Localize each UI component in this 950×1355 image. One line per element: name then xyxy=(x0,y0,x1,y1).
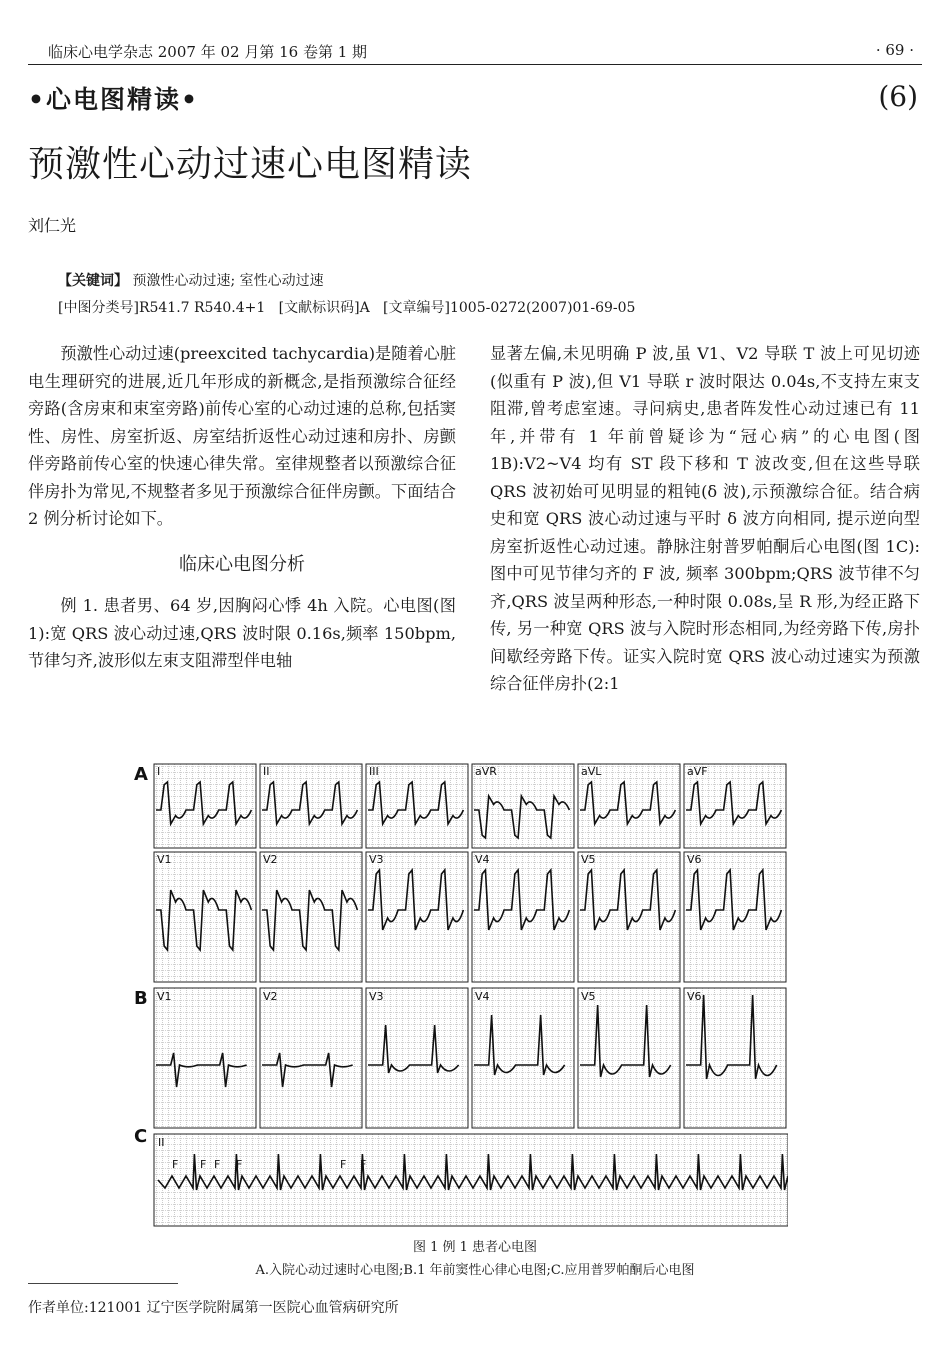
journal-info: 临床心电学杂志 2007 年 02 月第 16 卷第 1 期 xyxy=(48,43,368,61)
ecg-panel-b-3 xyxy=(472,988,574,1128)
lead-label-a2-1: V2 xyxy=(263,853,278,866)
issue-number: (6) xyxy=(878,80,918,113)
author: 刘仁光 xyxy=(28,216,77,235)
article-number: 1005-0272(2007)01-69-05 xyxy=(449,300,636,316)
clc-label: [中图分类号] xyxy=(58,300,139,316)
case1-paragraph: 例 1. 患者男、64 岁,因胸闷心悸 4h 入院。心电图(图 1):宽 QRS 波心动过速,QRS 波时限 0.16s,频率 150bpm,节律匀齐,波形似左束支阻滞型伴电轴 xyxy=(28,596,456,670)
ecg-panel-b-4 xyxy=(578,988,680,1128)
doc-label: [文献标识码] xyxy=(278,300,360,316)
case1-continued: 显著左偏,未见明确 P 波,虽 V1、V2 导联 T 波上可见切迹(似重有 P 波),但 V1 导联 r 波时限达 0.04s,不支持左束支阻滞,曾考虑室速。寻问病史,患者阵发性心动过速已有 11 年,并带有 1 年前曾疑诊为“冠心病”的心电图(图 1B):V2~V4 均有 ST 段下移和 T 波改变,但在这些导联 QRS 波初始可见明显的粗钝(δ 波),示预激综合征。结合病史和宽 QRS 波心动过速与平时 δ 波方向相同, 提示逆向型房室折返性心动过速。静脉注射普罗帕酮后心电图(图 1C):图中可见节律匀齐的 F 波, 频率 300bpm;QRS 波节律不匀齐,QRS 波呈两种形态,一种时限 0.08s,呈 R 形,为经正路下传, 另一种宽 QRS 波与入院时形态相同,为经旁路下传,房扑间歇经旁路下传。证实入院时宽 QRS 波心动过速实为预激综合征伴房扑(2:1 xyxy=(490,344,920,693)
lead-label-a1-0: I xyxy=(157,765,161,778)
lead-label-b-2: V3 xyxy=(369,990,384,1003)
article-label: [文章编号] xyxy=(383,300,450,316)
lead-label-b-1: V2 xyxy=(263,990,278,1003)
figure-caption-title: 图 1 例 1 患者心电图 xyxy=(412,1240,538,1255)
ecg-panel-b-1 xyxy=(260,988,362,1128)
footnote-divider xyxy=(28,1283,178,1284)
article-title: 预激性心动过速心电图精读 xyxy=(28,144,473,185)
classification-line xyxy=(58,297,635,317)
section-heading: 临床心电图分析 xyxy=(179,553,305,575)
ecg-panel-b-0 xyxy=(154,988,256,1128)
running-header xyxy=(28,38,922,65)
f-wave-label-4: F xyxy=(340,1158,347,1171)
doc-code: A xyxy=(359,300,370,316)
lead-label-a1-3: aVR xyxy=(475,765,497,778)
f-wave-label-2: F xyxy=(214,1158,221,1171)
lead-label-b-0: V1 xyxy=(157,990,172,1003)
lead-label-b-4: V5 xyxy=(581,990,596,1003)
lead-label-a1-1: II xyxy=(263,765,270,778)
keywords-label: 【关键词】 xyxy=(58,273,128,289)
intro-paragraph: 预激性心动过速(preexcited tachycardia)是随着心脏电生理研究的进展,近几年形成的新概念,是指预激综合征经旁路(含房束和束室旁路)前传心室的心动过速的总称,包括窦性、房性、房室折返、房室结折返性心动过速和房扑、房颤伴旁路前传心室的快速心律失常。室律规整者以预激综合征伴房扑为常见,不规整者多见于预激综合征伴房颤。下面结合 2 例分析讨论如下。 xyxy=(28,344,456,528)
clc-code: R541.7 R540.4+1 xyxy=(138,300,266,316)
lead-label-a1-4: aVL xyxy=(581,765,602,778)
panel-label-b: B xyxy=(134,988,148,1009)
lead-label-a2-5: V6 xyxy=(687,853,702,866)
f-wave-label-5: F xyxy=(360,1158,367,1171)
right-column xyxy=(490,340,920,698)
lead-label-a2-3: V4 xyxy=(475,853,490,866)
f-wave-label-3: F xyxy=(236,1158,243,1171)
ecg-panel-b-5 xyxy=(684,988,786,1128)
lead-label-b-3: V4 xyxy=(475,990,490,1003)
page-number: · 69 · xyxy=(875,41,914,59)
author-affiliation: 作者单位:121001 辽宁医学院附属第一医院心血管病研究所 xyxy=(28,1300,399,1316)
column-tag: •心电图精读• xyxy=(28,85,199,114)
lead-label-a2-4: V5 xyxy=(581,853,596,866)
lead-label-a1-2: III xyxy=(369,765,379,778)
panel-label-c: C xyxy=(134,1126,148,1147)
keywords-line xyxy=(58,270,324,290)
lead-label-a2-0: V1 xyxy=(157,853,172,866)
left-column xyxy=(28,340,456,675)
ecg-figure-svg xyxy=(132,760,788,1230)
figure-caption-detail: A.入院心动过速时心电图;B.1 年前窦性心律心电图;C.应用普罗帕酮后心电图 xyxy=(255,1263,695,1278)
panel-label-a: A xyxy=(134,764,148,785)
keywords: 预激性心动过速; 室性心动过速 xyxy=(132,273,324,289)
lead-label-c: II xyxy=(158,1136,165,1149)
lead-label-a2-2: V3 xyxy=(369,853,384,866)
f-wave-label-1: F xyxy=(200,1158,207,1171)
lead-label-a1-5: aVF xyxy=(687,765,708,778)
ecg-panel-b-2 xyxy=(366,988,468,1128)
lead-label-b-5: V6 xyxy=(687,990,702,1003)
f-wave-label-0: F xyxy=(172,1158,179,1171)
ecg-figure xyxy=(132,760,788,1230)
